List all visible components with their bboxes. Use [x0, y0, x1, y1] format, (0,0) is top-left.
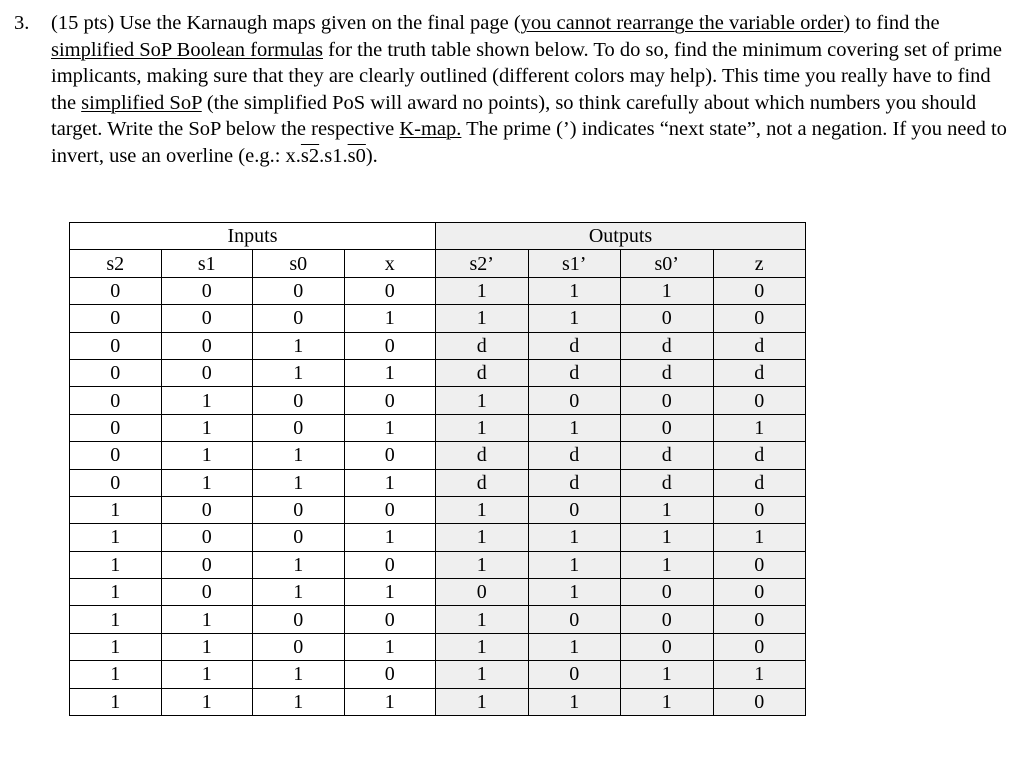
table-cell: d [528, 332, 621, 359]
table-cell: 1 [436, 277, 529, 304]
table-cell: 1 [253, 661, 345, 688]
table-row [70, 633, 806, 660]
table-cell: 1 [528, 414, 621, 441]
question-text-part: ). [365, 144, 378, 167]
table-row [70, 277, 806, 304]
table-cell: 0 [70, 387, 162, 414]
table-cell: 1 [436, 633, 529, 660]
table-cell: 1 [70, 524, 162, 551]
table-cell: d [621, 469, 714, 496]
table-cell: 0 [253, 606, 345, 633]
column-header: s0’ [621, 250, 714, 277]
table-cell: d [436, 469, 529, 496]
table-cell: 0 [713, 688, 806, 715]
table-cell: 1 [253, 332, 345, 359]
table-cell: 1 [161, 688, 253, 715]
table-cell: 0 [621, 633, 714, 660]
table-cell: 1 [621, 661, 714, 688]
question-3 [14, 10, 1014, 169]
table-cell: 0 [161, 332, 253, 359]
table-cell: 0 [161, 305, 253, 332]
table-cell: 1 [253, 469, 345, 496]
table-cell: 0 [713, 551, 806, 578]
question-text [51, 10, 1014, 169]
table-cell: 0 [621, 387, 714, 414]
table-cell: 0 [70, 469, 162, 496]
question-number: 3. [14, 12, 30, 34]
table-cell: 0 [344, 277, 436, 304]
table-cell: 0 [161, 551, 253, 578]
question-text-part: (the simplified PoS will award no points), so think carefully about which numbers you should target. Write the SoP below the respective [51, 91, 977, 140]
table-cell: 1 [528, 305, 621, 332]
table-cell: d [713, 332, 806, 359]
table-cell: 0 [713, 633, 806, 660]
table-cell: 0 [436, 579, 529, 606]
table-cell: 0 [253, 633, 345, 660]
table-cell: 1 [161, 661, 253, 688]
table-cell: 1 [528, 277, 621, 304]
table-cell: 0 [713, 579, 806, 606]
group-header-row [70, 223, 806, 250]
table-cell: 1 [70, 606, 162, 633]
table-cell: 1 [70, 688, 162, 715]
table-cell: 1 [70, 496, 162, 523]
table-cell: 0 [528, 496, 621, 523]
overlined-s0: s0 [347, 144, 366, 167]
question-text-part: The prime (’) indicates “next state”, not a negation. If you need to invert, use an overline (e.g.: x. [51, 118, 1007, 167]
table-cell: d [436, 442, 529, 469]
table-cell: 1 [344, 414, 436, 441]
truth-table [69, 222, 806, 716]
table-cell: 0 [253, 277, 345, 304]
table-cell: 0 [621, 414, 714, 441]
table-cell: 1 [344, 359, 436, 386]
column-header: x [344, 250, 436, 277]
table-cell: d [713, 442, 806, 469]
table-cell: d [528, 469, 621, 496]
table-cell: 1 [621, 524, 714, 551]
table-cell: 0 [253, 387, 345, 414]
table-cell: 1 [436, 496, 529, 523]
table-cell: 0 [253, 305, 345, 332]
table-cell: 1 [528, 633, 621, 660]
table-cell: 0 [528, 387, 621, 414]
table-cell: 1 [253, 579, 345, 606]
table-cell: 1 [528, 688, 621, 715]
table-row [70, 551, 806, 578]
table-cell: 1 [161, 442, 253, 469]
column-header: s2’ [436, 250, 529, 277]
question-text-part: .s1. [319, 144, 348, 167]
table-cell: 1 [436, 551, 529, 578]
table-cell: 0 [344, 661, 436, 688]
column-header: s1 [161, 250, 253, 277]
table-cell: 0 [161, 359, 253, 386]
table-cell: 1 [713, 661, 806, 688]
table-cell: 1 [621, 551, 714, 578]
table-row [70, 661, 806, 688]
table-cell: d [436, 359, 529, 386]
table-cell: 0 [344, 332, 436, 359]
table-cell: 0 [161, 277, 253, 304]
table-cell: 0 [161, 524, 253, 551]
table-cell: 1 [621, 277, 714, 304]
table-cell: 1 [344, 469, 436, 496]
column-header: z [713, 250, 806, 277]
table-cell: 0 [253, 524, 345, 551]
underlined-phrase-kmap: K-map. [399, 118, 462, 140]
table-cell: 1 [70, 579, 162, 606]
column-header: s0 [253, 250, 345, 277]
table-cell: 0 [344, 496, 436, 523]
table-cell: 1 [161, 633, 253, 660]
table-cell: 1 [528, 524, 621, 551]
table-cell: 0 [253, 496, 345, 523]
column-header-row [70, 250, 806, 277]
table-cell: 1 [253, 551, 345, 578]
underlined-phrase-variable-order: you cannot rearrange the variable order [520, 12, 844, 34]
table-row [70, 442, 806, 469]
table-cell: d [436, 332, 529, 359]
table-cell: 1 [436, 387, 529, 414]
table-cell: 1 [713, 414, 806, 441]
table-cell: 1 [436, 688, 529, 715]
table-cell: 1 [161, 469, 253, 496]
overlined-s2: s2 [300, 144, 320, 167]
column-header: s2 [70, 250, 162, 277]
table-cell: 1 [528, 579, 621, 606]
table-cell: d [713, 469, 806, 496]
table-cell: 0 [161, 579, 253, 606]
table-cell: 0 [161, 496, 253, 523]
table-cell: 1 [713, 524, 806, 551]
table-cell: 1 [161, 414, 253, 441]
table-cell: 1 [253, 688, 345, 715]
table-row [70, 579, 806, 606]
table-cell: d [713, 359, 806, 386]
question-text-part: ) to find the [843, 12, 940, 34]
table-cell: 0 [713, 496, 806, 523]
table-cell: 1 [436, 606, 529, 633]
table-cell: 0 [344, 551, 436, 578]
table-cell: 0 [70, 305, 162, 332]
table-cell: 1 [436, 661, 529, 688]
table-cell: 1 [528, 551, 621, 578]
table-cell: 1 [344, 633, 436, 660]
table-cell: 0 [713, 277, 806, 304]
question-text-part: (15 pts) Use the Karnaugh maps given on the final page ( [51, 12, 521, 34]
table-cell: 1 [253, 359, 345, 386]
table-cell: 0 [621, 606, 714, 633]
table-cell: 0 [713, 387, 806, 414]
table-cell: d [528, 442, 621, 469]
table-cell: 1 [70, 661, 162, 688]
table-cell: d [621, 332, 714, 359]
table-row [70, 332, 806, 359]
table-cell: 0 [70, 442, 162, 469]
table-cell: 0 [344, 606, 436, 633]
table-row [70, 305, 806, 332]
table-cell: 1 [344, 305, 436, 332]
underlined-phrase-sop-formulas: simplified SoP Boolean formulas [51, 38, 323, 61]
table-row [70, 469, 806, 496]
table-cell: 0 [621, 305, 714, 332]
table-cell: 0 [70, 277, 162, 304]
table-cell: 0 [70, 332, 162, 359]
table-cell: 1 [161, 606, 253, 633]
table-cell: 1 [621, 688, 714, 715]
table-cell: 0 [528, 661, 621, 688]
table-cell: 1 [436, 524, 529, 551]
question-text-part: for the truth table shown below. To do so, find the minimum covering set of prime implicants, making sure that they are clearly outlined (different colors may help). This time you really have to find the [51, 38, 1002, 114]
table-cell: d [621, 442, 714, 469]
table-cell: 0 [253, 414, 345, 441]
truth-table-body [70, 277, 806, 715]
table-cell: 1 [344, 688, 436, 715]
outputs-group-header: Outputs [436, 223, 806, 250]
table-row [70, 606, 806, 633]
table-row [70, 524, 806, 551]
table-cell: 0 [344, 442, 436, 469]
table-cell: 1 [344, 579, 436, 606]
table-cell: 1 [436, 414, 529, 441]
table-cell: d [528, 359, 621, 386]
table-cell: 0 [70, 414, 162, 441]
table-cell: 1 [621, 496, 714, 523]
table-cell: 1 [70, 633, 162, 660]
table-cell: d [621, 359, 714, 386]
table-cell: 1 [161, 387, 253, 414]
table-cell: 0 [621, 579, 714, 606]
table-row [70, 496, 806, 523]
table-row [70, 387, 806, 414]
table-row [70, 688, 806, 715]
table-cell: 0 [528, 606, 621, 633]
table-cell: 0 [713, 606, 806, 633]
table-cell: 1 [344, 524, 436, 551]
table-cell: 0 [344, 387, 436, 414]
table-cell: 0 [70, 359, 162, 386]
table-cell: 0 [713, 305, 806, 332]
column-header: s1’ [528, 250, 621, 277]
table-row [70, 359, 806, 386]
table-cell: 1 [253, 442, 345, 469]
inputs-group-header: Inputs [70, 223, 436, 250]
underlined-phrase-simplified-sop: simplified SoP [81, 91, 202, 114]
table-row [70, 414, 806, 441]
table-cell: 1 [436, 305, 529, 332]
table-cell: 1 [70, 551, 162, 578]
